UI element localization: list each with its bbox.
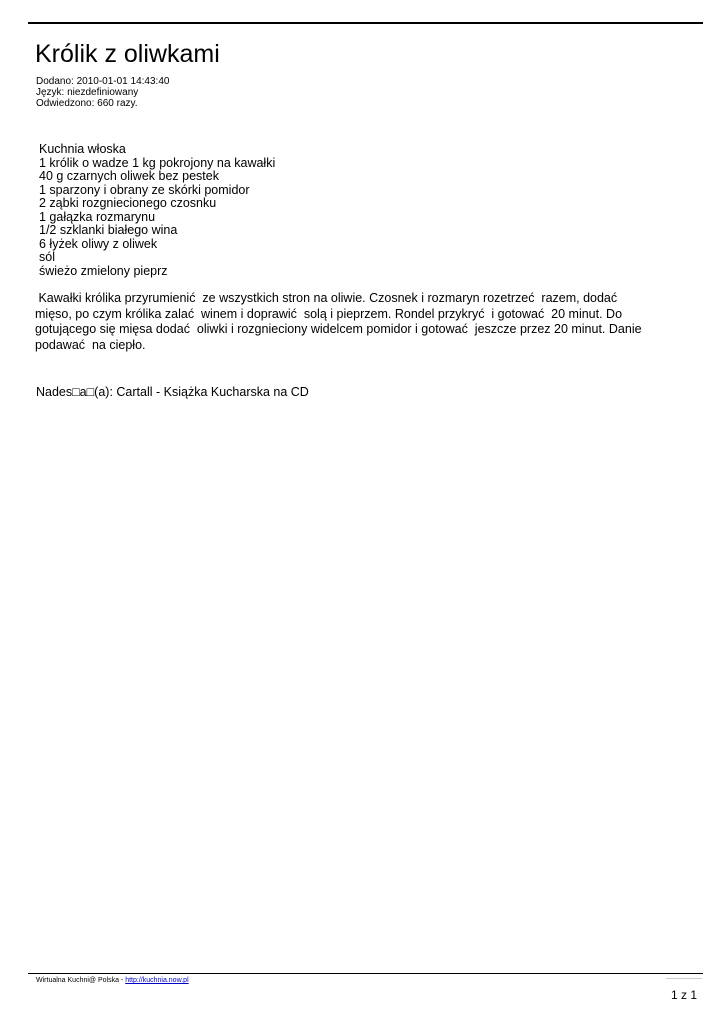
footer-link[interactable]: http://kuchnia.now.pl (125, 977, 189, 984)
ingredient-line: 1 sparzony i obrany ze skórki pomidor (39, 182, 250, 197)
ingredient-line: sól (39, 250, 55, 264)
footer-site-text: Wirtualna Kuchni@ Polska - (36, 977, 126, 984)
method-line: mięso, po czym królika zalać winem i doprawić solą i pieprzem. Rondel przykryć i gotować 20 minut. Do (35, 306, 623, 321)
footer-site (36, 976, 189, 985)
bottom-divider (28, 973, 703, 974)
meta-visited: Odwiedzono: 660 razy. (36, 98, 138, 109)
page-number: 1 z 1 (671, 988, 698, 1002)
ingredient-line: 6 łyżek oliwy z oliwek (39, 236, 158, 251)
method-line: podawać na ciepło. (35, 337, 146, 352)
method-line: Kawałki królika przyrumienić ze wszystkich stron na oliwie. Czosnek i rozmaryn rozetrzeć razem, dodać (35, 291, 618, 305)
footer-tiny-mark (666, 978, 702, 979)
recipe-meta (36, 76, 169, 109)
top-divider (28, 22, 703, 24)
sender-line: Nades□a□(a): Cartall - Książka Kucharska na CD (36, 385, 309, 399)
page-title: Królik z oliwkami (35, 40, 220, 68)
ingredients-list (39, 143, 275, 278)
ingredient-line: 40 g czarnych oliwek bez pestek (39, 169, 219, 183)
ingredient-line: 1 królik o wadze 1 kg pokrojony na kawałki (39, 155, 276, 170)
meta-added: Dodano: 2010-01-01 14:43:40 (36, 76, 170, 87)
ingredient-line: 1 gałązka rozmarynu (39, 209, 156, 224)
meta-language: Język: niezdefiniowany (36, 87, 139, 98)
recipe-method (35, 291, 642, 353)
ingredient-line: 1/2 szklanki białego wina (39, 223, 178, 237)
ingredient-line: Kuchnia włoska (39, 142, 126, 156)
method-line: gotującego się mięsa dodać oliwki i rozgnieciony widelcem pomidor i gotować jeszcze przez 20 minut. Danie (35, 322, 642, 336)
ingredient-line: świeżo zmielony pieprz (39, 263, 168, 278)
ingredient-line: 2 ząbki rozgniecionego czosnku (39, 196, 217, 210)
